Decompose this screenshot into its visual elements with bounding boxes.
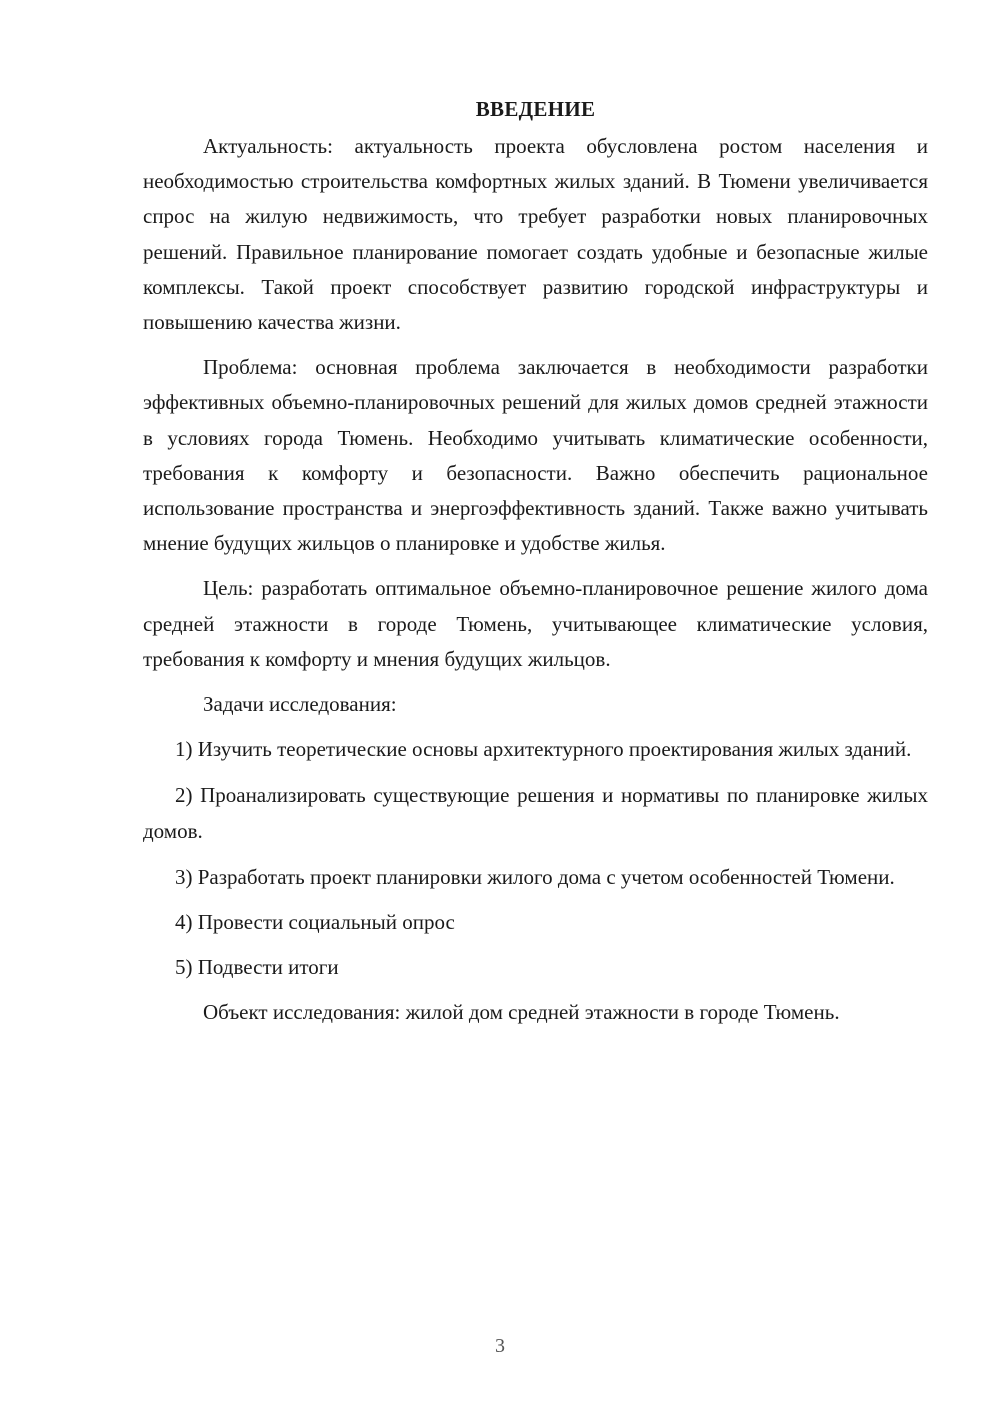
list-item: 4) Провести социальный опрос: [175, 910, 455, 935]
list-item: 5) Подвести итоги: [175, 955, 339, 980]
page-title: ВВЕДЕНИЕ: [475, 97, 596, 121]
relevance-paragraph: Актуальность: актуальность проекта обусловлена ростом населения и необходимостью строительства комфортных жилых зданий. В Тюмени увеличивается спрос на жилую недвижимость, что требует разработки новых планировочных решений. Правильное планирование помогает создать удобные и безопасные жилые комплексы. Такой проект способствует развитию городской инфраструктуры и повышению качества жизни.: [143, 134, 928, 335]
list-item: 2) Проанализировать существующие решения и нормативы по планировке жилых домов.: [143, 783, 928, 843]
tasks-list: [143, 732, 928, 985]
document-page: [143, 92, 928, 1031]
list-item: 3) Разработать проект планировки жилого дома с учетом особенностей Тюмени.: [175, 864, 895, 889]
goal-paragraph: Цель: разработать оптимальное объемно-планировочное решение жилого дома средней этажности в городе Тюмень, учитывающее климатические условия, требования к комфорту и мнения будущих жильцов.: [143, 576, 928, 671]
problem-paragraph: Проблема: основная проблема заключается в необходимости разработки эффективных объемно-планировочных решений для жилых домов средней этажности в условиях города Тюмень. Необходимо учитывать климатические особенности, требования к комфорту и безопасности. Важно обеспечить рациональное использование пространства и энергоэффективность зданий. Также важно учитывать мнение будущих жильцов о планировке и удобстве жилья.: [143, 355, 928, 556]
list-item: 1) Изучить теоретические основы архитектурного проектирования жилых зданий.: [175, 737, 912, 762]
object-paragraph: Объект исследования: жилой дом средней этажности в городе Тюмень.: [203, 1000, 840, 1025]
tasks-heading: Задачи исследования:: [203, 692, 397, 717]
page-number: 3: [495, 1335, 505, 1357]
